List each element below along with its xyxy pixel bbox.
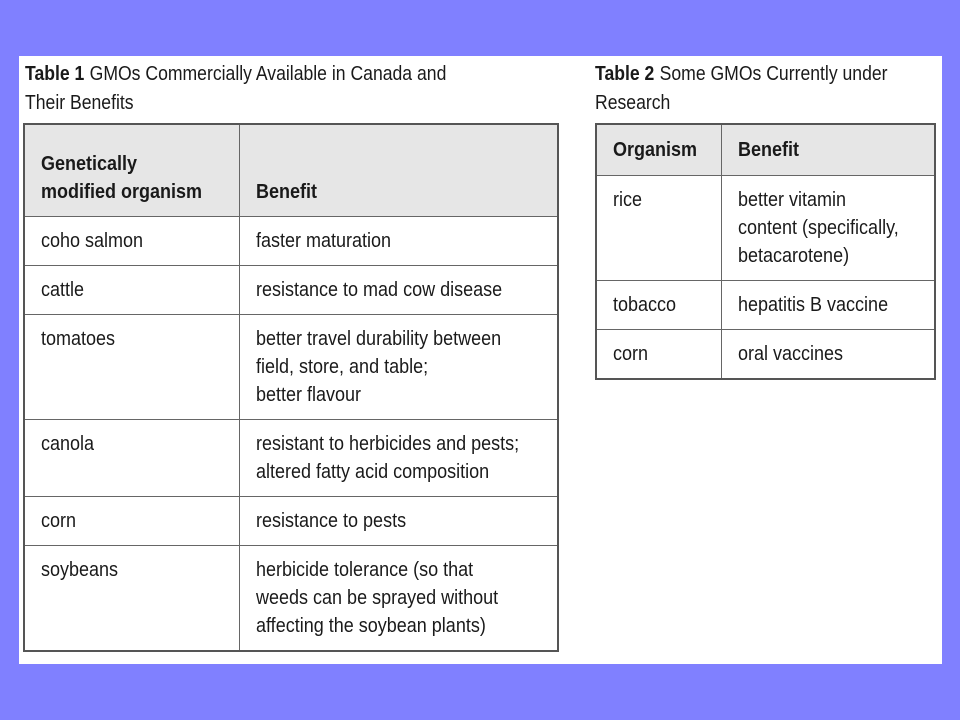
benefit-cell: hepatitis B vaccine (722, 281, 935, 330)
benefit-cell: faster maturation (239, 217, 558, 266)
table2-header-organism: Organism (596, 124, 722, 176)
organism-cell: rice (596, 176, 722, 281)
benefit-cell: oral vaccines (722, 330, 935, 380)
benefit-cell: resistant to herbicides and pests; altered fatty acid composition (239, 420, 558, 497)
table-row (24, 315, 558, 420)
table2-header-row (596, 124, 935, 176)
table-row (24, 266, 558, 315)
table2 (595, 123, 936, 380)
benefit-cell: herbicide tolerance (so that weeds can be sprayed without affecting the soybean plants) (239, 546, 558, 652)
table-row (24, 217, 558, 266)
organism-cell: canola (24, 420, 239, 497)
table1-header-benefit: Benefit (239, 124, 558, 217)
benefit-cell: resistance to pests (239, 497, 558, 546)
table1-title: GMOs Commercially Available in Canada and Their Benefits (25, 63, 447, 114)
table-row (24, 546, 558, 652)
organism-cell: corn (596, 330, 722, 380)
table1-header-organism: Genetically modified organism (24, 124, 239, 217)
organism-cell: tobacco (596, 281, 722, 330)
table1-header-row (24, 124, 558, 217)
table2-header-benefit: Benefit (722, 124, 935, 176)
table1-number: Table 1 (25, 63, 85, 85)
organism-cell: coho salmon (24, 217, 239, 266)
table-row (24, 497, 558, 546)
table-row (596, 176, 935, 281)
document-panel (19, 56, 942, 664)
table-row (596, 281, 935, 330)
table-row (24, 420, 558, 497)
benefit-cell: better travel durability between field, store, and table; better flavour (239, 315, 558, 420)
organism-cell: soybeans (24, 546, 239, 652)
table-row (596, 330, 935, 380)
benefit-cell: better vitamin content (specifically, betacarotene) (722, 176, 935, 281)
table2-title: Some GMOs Currently under Research (595, 63, 888, 114)
table2-number: Table 2 (595, 63, 655, 85)
organism-cell: cattle (24, 266, 239, 315)
table2-caption (595, 60, 929, 118)
benefit-cell: resistance to mad cow disease (239, 266, 558, 315)
organism-cell: corn (24, 497, 239, 546)
table1-caption (25, 60, 544, 118)
organism-cell: tomatoes (24, 315, 239, 420)
table1 (23, 123, 559, 652)
